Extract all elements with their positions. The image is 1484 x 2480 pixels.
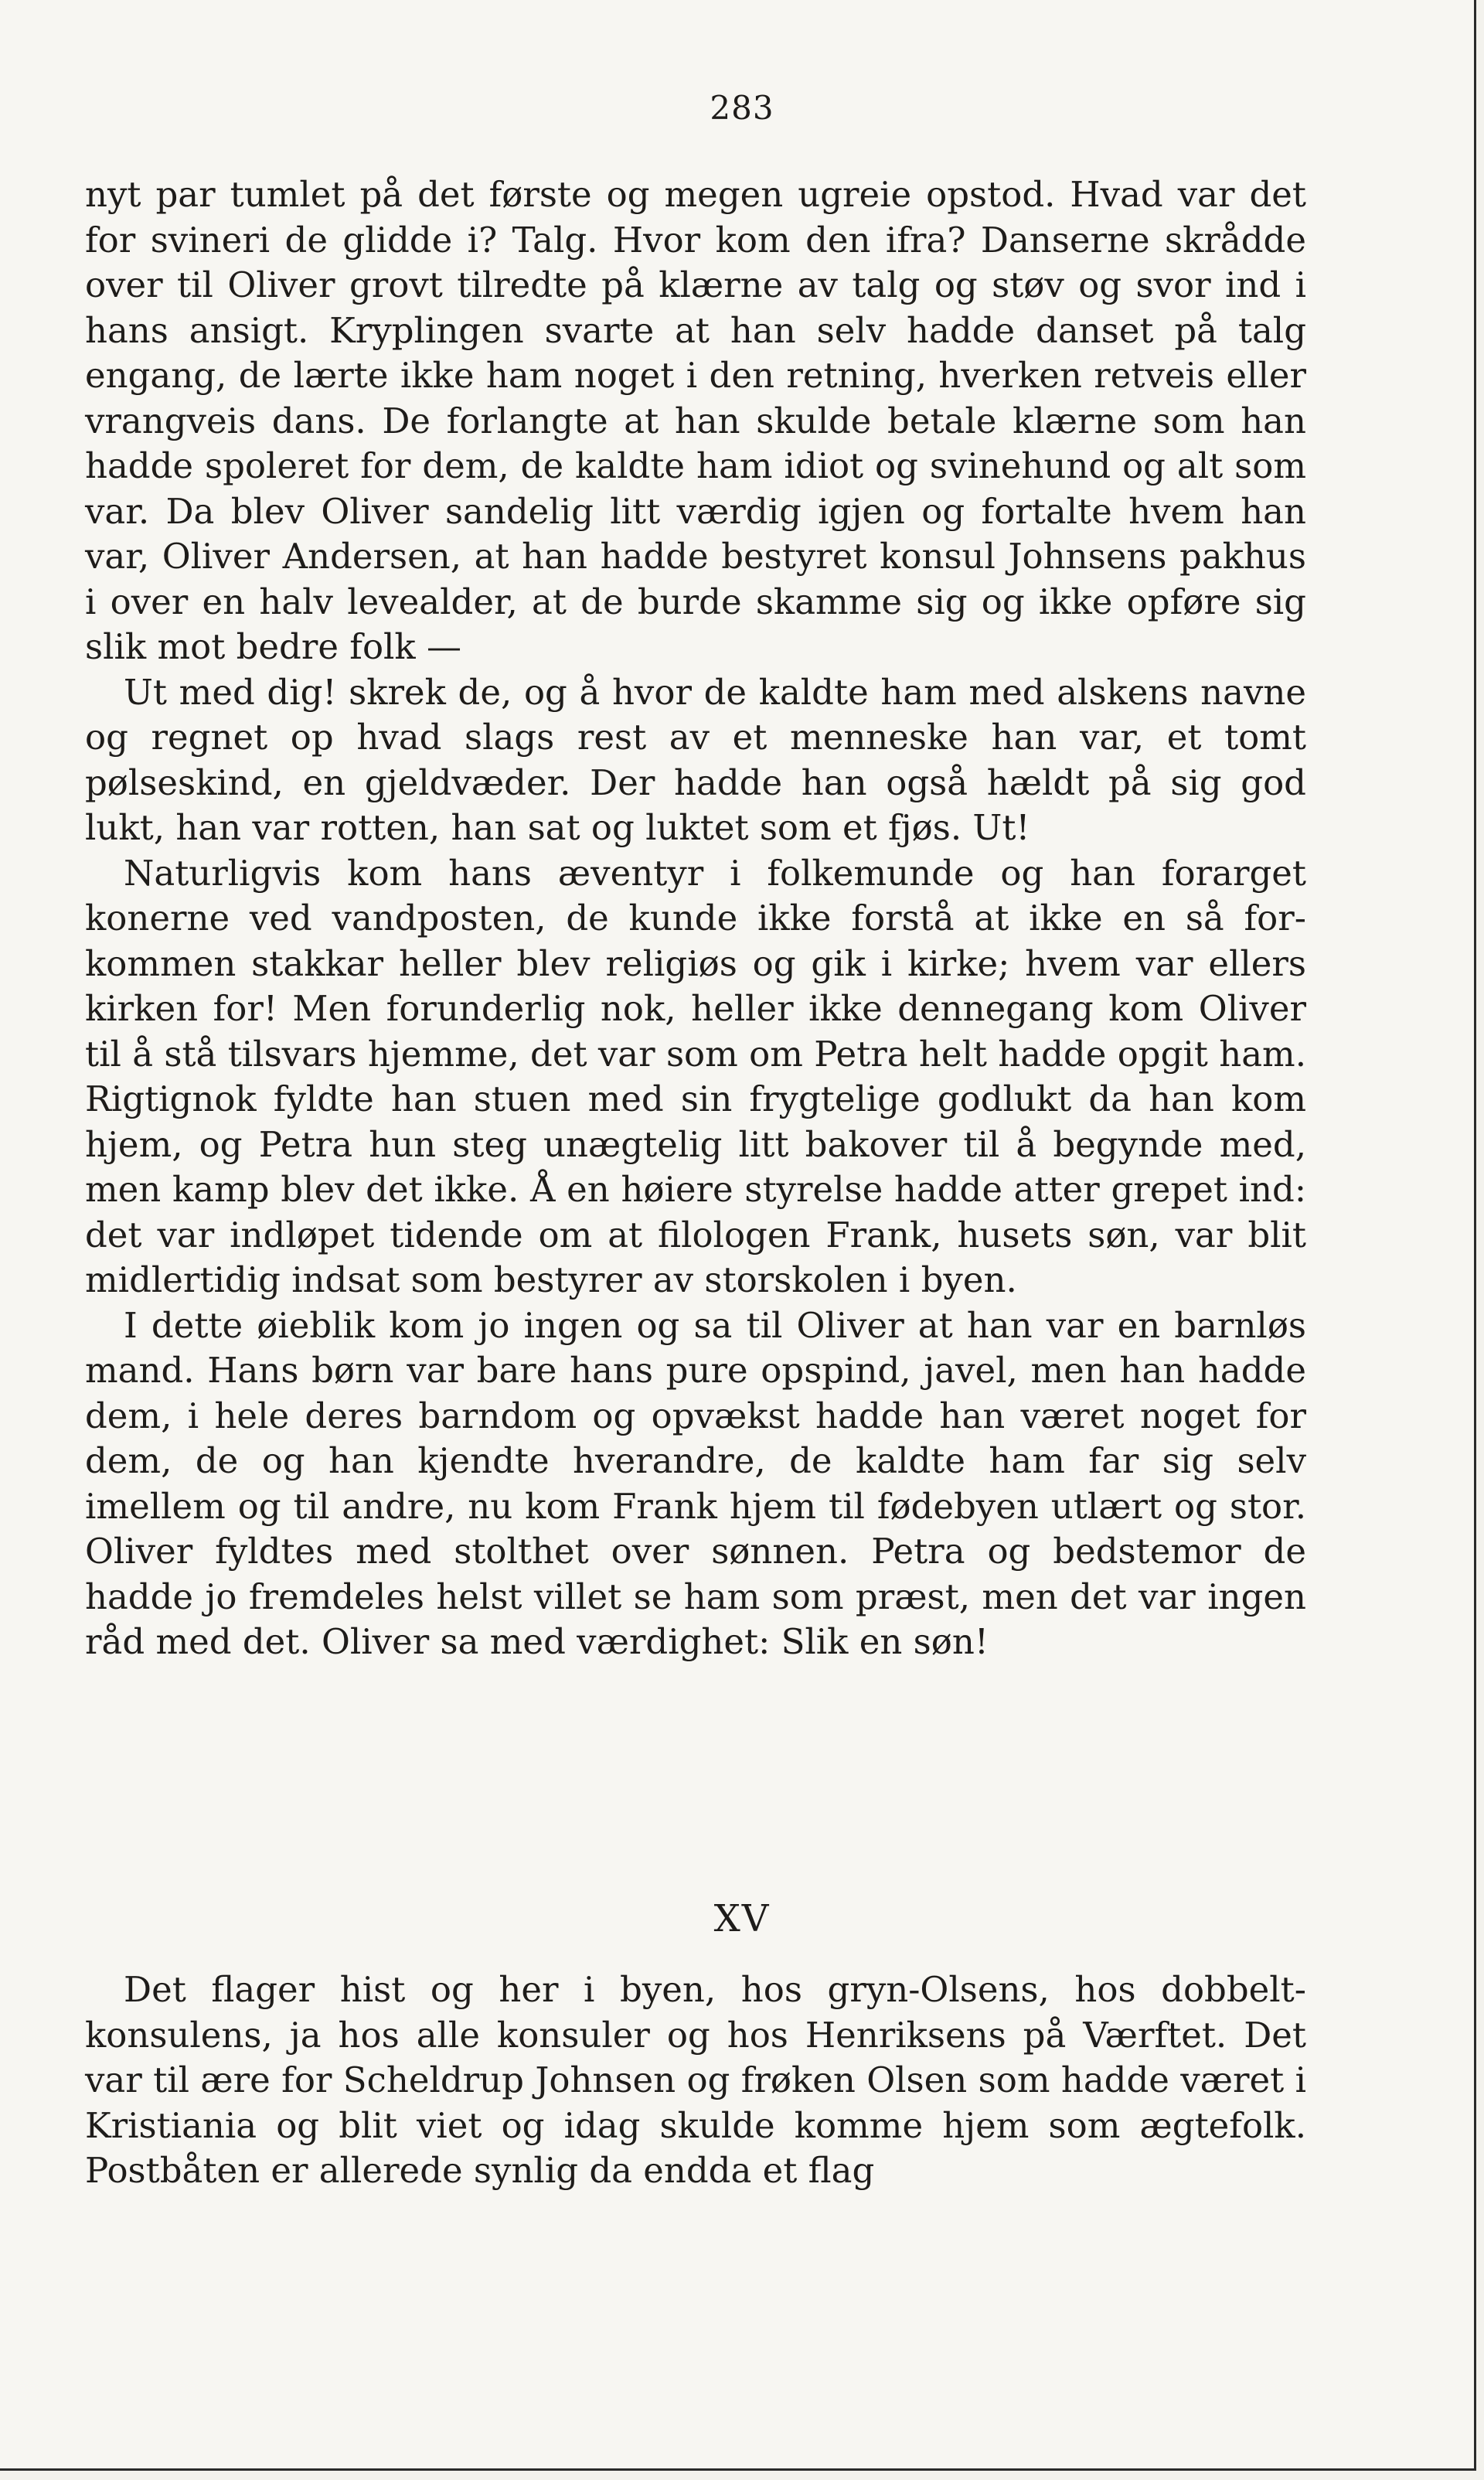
page-number: 283 — [710, 89, 774, 127]
chapter-heading: XV — [713, 1897, 771, 1940]
chapter-opening-text — [85, 1967, 1306, 2194]
body-text — [85, 172, 1306, 1665]
paragraph: I dette øieblik kom jo ingen og sa til Oliver at han var en barnløs mand. Hans børn var bare hans pure opspind, javel, men han hadde dem, i hele deres barndom og opvækst hadde han været noget for dem, de og han kjendte hverandre, de kaldte ham far sig selv imellem og til andre, nu kom Frank hjem til fødebyen utlært og stor. Oliver fyldtes med stolthet over sønnen. Petra og bedstemor de hadde jo fremdeles helst villet se ham som præst, men det var ingen råd med det. Oliver sa med værdighet: Slik en søn! — [85, 1304, 1306, 1662]
paragraph: Det flager hist og her i byen, hos gryn-Olsens, hos dobbeltkonsulens, ja hos alle konsuler og hos Henriksens på Værftet. Det var til ære for Scheldrup Johnsen og frøken Olsen som hadde været i Kristiania og blit viet og idag skulde komme hjem som ægtefolk. Postbåten er allerede synlig da endda et flag — [85, 1969, 1306, 2191]
paragraph: Naturligvis kom hans æventyr i folkemunde og han forarget konerne ved vandposten, de kunde ikke forstå at ikke en så forkommen stakkar heller blev religiøs og gik i kirke; hvem var ellers kirken for! Men forunderlig nok, heller ikke dennegang kom Oliver til å stå tilsvars hjemme, det var som om Petra helt hadde opgit ham. Rigtignok fyldte han stuen med sin frygtelige godlukt da han kom hjem, og Petra hun steg unægtelig litt bakover til å begynde med, men kamp blev det ikke. Å en høiere styrelse hadde atter grepet ind: det var indløpet tidende om at filologen Frank, husets søn, var blit midlertidig indsat som bestyrer av storskolen i byen. — [85, 852, 1306, 1300]
paragraph: nyt par tumlet på det første og megen ugreie opstod. Hvad var det for svineri de glidde i? Talg. Hvor kom den ifra? Danserne skrådde over til Oliver grovt tilredte på klærne av talg og støv og svor ind i hans ansigt. Kryplingen svarte at han selv hadde danset på talg engang, de lærte ikke ham noget i den retning, hverken retveis eller vrangveis dans. De forlangte at han skulde betale klærne som han hadde spoleret for dem, de kaldte ham idiot og svinehund og alt som var. Da blev Oliver sandelig litt værdig igjen og fortalte hvem han var, Oliver Andersen, at han hadde bestyret konsul Johnsens pakhus i over en halv levealder, at de burde skamme sig og ikke opføre sig slik mot bedre folk — — [85, 174, 1306, 667]
paragraph: Ut med dig! skrek de, og å hvor de kaldte ham med alskens navne og regnet op hvad slags rest av et menneske han var, et tomt pølseskind, en gjeldvæder. Der hadde han også hældt på sig god lukt, han var rotten, han sat og luktet som et fjøs. Ut! — [85, 671, 1306, 848]
